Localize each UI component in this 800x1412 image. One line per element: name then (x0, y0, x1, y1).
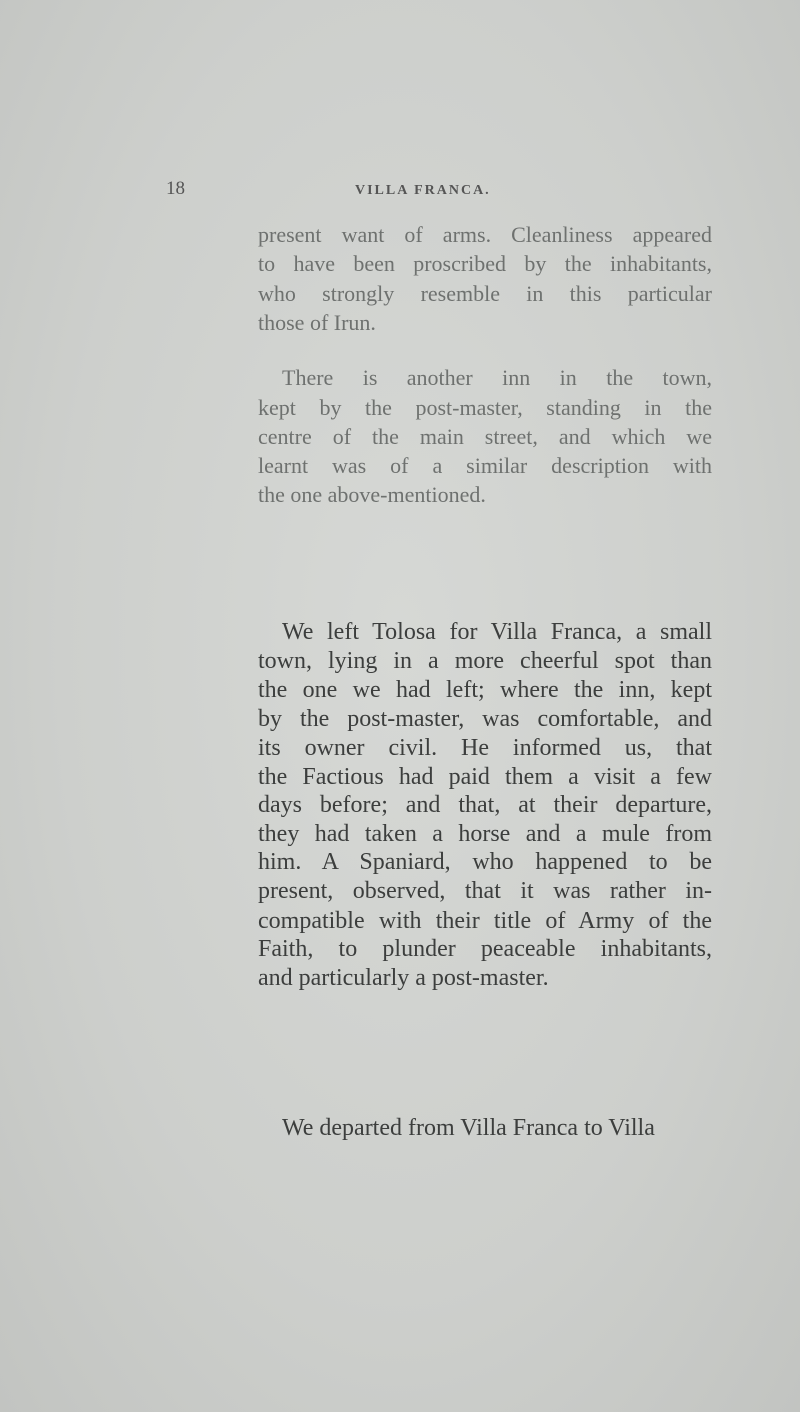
text-line: town, lying in a more cheerful spot than (258, 648, 712, 674)
text-line: to have been proscribed by the inhabitants, (258, 251, 712, 276)
text-line: There is another inn in the town, (282, 365, 712, 390)
text-line: those of Irun. (258, 310, 376, 335)
text-line: the one above-mentioned. (258, 482, 486, 507)
page-number: 18 (166, 178, 185, 199)
text-line: learnt was of a similar description with (258, 453, 712, 478)
text-line: who strongly resemble in this particular (258, 281, 712, 306)
text-line: compatible with their title of Army of the (258, 908, 712, 934)
text-line: kept by the post-master, standing in the (258, 395, 712, 420)
text-line: they had taken a horse and a mule from (258, 821, 712, 847)
text-line: Faith, to plunder peaceable inhabitants, (258, 936, 712, 962)
text-line: We departed from Villa Franca to Villa (282, 1115, 655, 1141)
text-line: present want of arms. Cleanliness appeared (258, 222, 712, 247)
text-line: by the post-master, was comfortable, and (258, 706, 712, 732)
text-line: him. A Spaniard, who happened to be (258, 849, 712, 875)
text-line: and particularly a post-master. (258, 965, 549, 991)
text-line: present, observed, that it was rather in- (258, 878, 712, 904)
text-line: We left Tolosa for Villa Franca, a small (282, 619, 712, 645)
text-line: centre of the main street, and which we (258, 424, 712, 449)
running-head: VILLA FRANCA. (355, 183, 491, 198)
text-line: the one we had left; where the inn, kept (258, 677, 712, 703)
text-line: its owner civil. He informed us, that (258, 735, 712, 761)
text-line: the Factious had paid them a visit a few (258, 764, 712, 790)
text-line: days before; and that, at their departure, (258, 792, 712, 818)
